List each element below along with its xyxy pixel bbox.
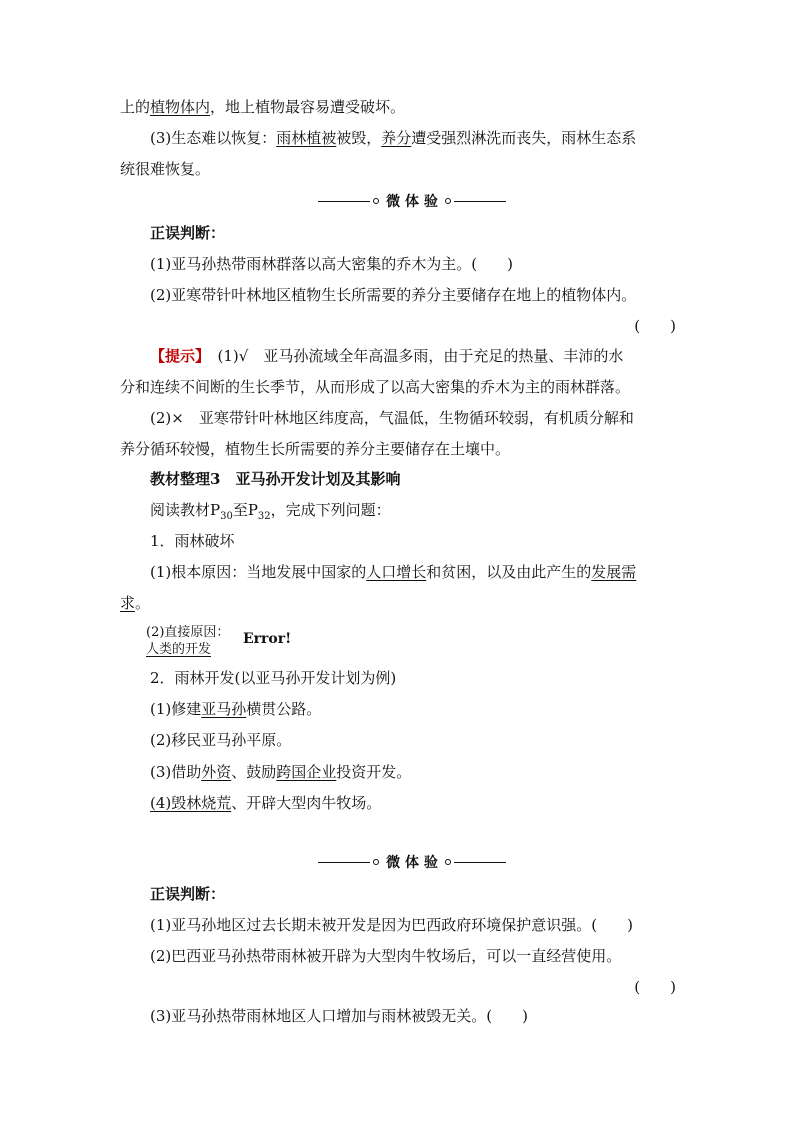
underlined-term: 人类的开发 [146,642,212,657]
text: 、开辟大型肉牛牧场。 [231,794,382,812]
list-item: (2)移民亚马孙平原。 [150,731,292,749]
underlined-term: 跨国企业 [276,763,337,781]
paragraph-line [120,593,676,613]
divider-bar [318,862,370,863]
list-item [150,793,706,813]
hint-label: 【提示】 [150,347,203,365]
underlined-term: 发展需 [591,563,637,581]
text: 、鼓励 [231,763,277,781]
text: (2)直接原因： [146,625,230,640]
underlined-term: 外资 [201,763,232,781]
text: (3)借助 [150,763,202,781]
text: ，完成下列问题： [270,501,391,519]
question-item: (1)亚马孙地区过去长期未被开发是因为巴西政府环境保护意识强。( ) [150,916,633,934]
text: 上的 [120,98,151,116]
underlined-term: 求 [120,594,136,612]
list-item [150,699,706,719]
subscript: 32 [257,511,271,522]
text: 阅读教材P [150,501,221,519]
text: (1)√ 亚马孙流域全年高温多雨，由于充足的热量、丰沛的水 [202,347,624,365]
section-divider [318,852,506,872]
underlined-term: 植物体内 [150,98,211,116]
text: (3)生态难以恢复： [150,129,277,147]
divider-label: 微 体 验 [386,855,438,871]
underlined-term: 人口增长 [366,563,427,581]
question-item: (2)亚寒带针叶林地区植物生长所需要的养分主要储存在地上的植物体内。 [150,286,637,304]
text: 和贫困，以及由此产生的 [426,563,592,581]
dot-icon [445,198,451,204]
list-item [150,762,706,782]
underlined-term: (4)毁林烧荒 [150,794,232,812]
subscript: 30 [220,511,233,522]
paragraph-line: 统很难恢复。 [120,160,211,178]
divider-bar [454,862,506,863]
hint-line [150,346,706,366]
divider-bar [318,201,370,202]
paragraph-line [150,128,706,148]
text: 。 [135,594,151,612]
direct-cause [146,624,229,658]
item-heading: 2．雨林开发(以亚马孙开发计划为例) [150,669,397,687]
judge-title: 正误判断： [150,885,226,903]
answer-paren: ( ) [634,978,676,996]
underlined-term: 养分 [381,129,412,147]
error-text: Error! [243,631,292,647]
text: 投资开发。 [336,763,412,781]
text: (1)根本原因：当地发展中国家的 [150,563,367,581]
answer-paren: ( ) [634,317,676,335]
item-heading: 1．雨林破坏 [150,532,235,550]
text: 至P [232,501,258,519]
text: 横贯公路。 [246,700,322,718]
paragraph-line [150,500,706,527]
question-item: (1)亚马孙热带雨林群落以高大密集的乔木为主。( ) [150,255,513,273]
divider-bar [454,201,506,202]
dot-icon [373,198,379,204]
text: 遭受强烈淋洗而丧失，雨林生态系 [411,129,637,147]
text: ，地上植物最容易遭受破坏。 [210,98,406,116]
question-item: (3)亚马孙热带雨林地区人口增加与雨林被毁无关。( ) [150,1007,528,1025]
text: (1)修建 [150,700,202,718]
divider-label: 微 体 验 [386,194,438,210]
dot-icon [373,859,379,865]
section-divider [318,191,506,211]
underlined-term: 亚马孙 [201,700,247,718]
hint-line: 养分循环较慢，植物生长所需要的养分主要储存在土壤中。 [120,440,511,458]
hint-line: (2)× 亚寒带针叶林地区纬度高，气温低，生物循环较弱，有机质分解和 [150,409,634,427]
judge-title: 正误判断： [150,224,226,242]
paragraph-line [120,97,676,117]
text: 被毁， [336,129,382,147]
dot-icon [445,859,451,865]
underlined-term: 雨林植被 [276,129,337,147]
hint-line: 分和连续不间断的生长季节，从而形成了以高大密集的乔木为主的雨林群落。 [120,378,631,396]
question-item: (2)巴西亚马孙热带雨林被开辟为大型肉牛牧场后，可以一直经营使用。 [150,947,622,965]
section-heading: 教材整理3 亚马孙开发计划及其影响 [150,470,401,488]
paragraph-line [150,562,706,582]
